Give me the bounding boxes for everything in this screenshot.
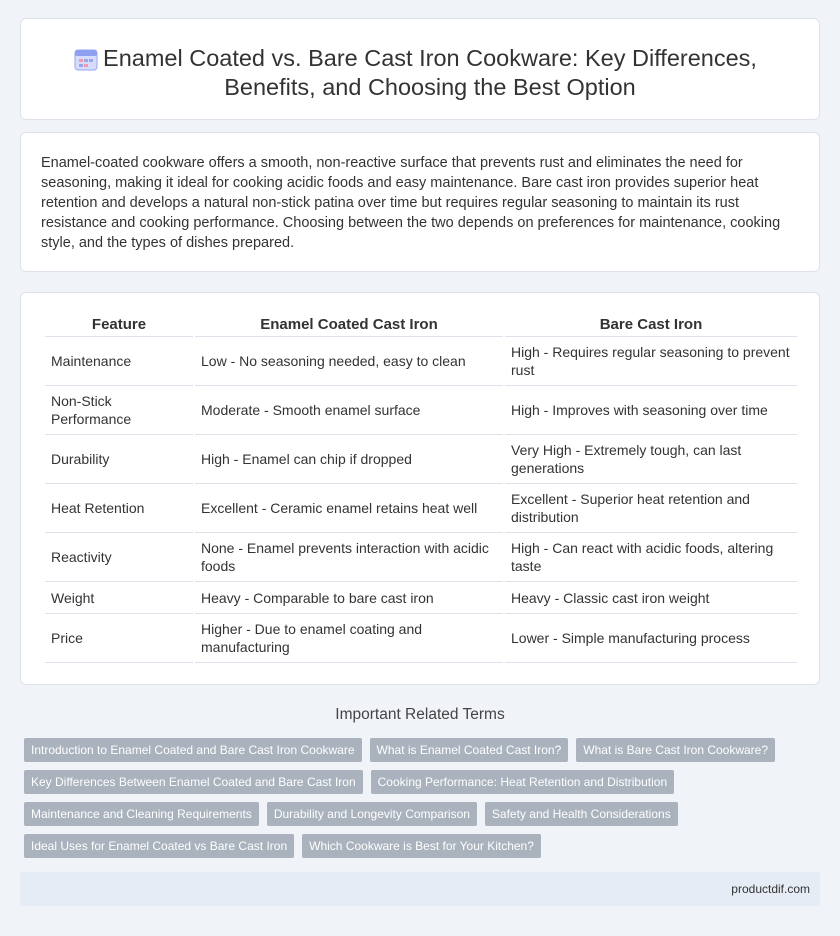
related-terms-list <box>24 738 784 866</box>
table-cell: None - Enamel prevents interaction with acidic foods <box>195 533 503 582</box>
table-cell: Excellent - Ceramic enamel retains heat well <box>195 484 503 533</box>
column-header-enamel: Enamel Coated Cast Iron <box>195 311 503 337</box>
table-header-row <box>45 311 797 337</box>
intro-card <box>20 132 820 272</box>
footer-site-link[interactable]: productdif.com <box>731 882 810 896</box>
table-cell: Heat Retention <box>45 484 193 533</box>
related-term-link[interactable]: Introduction to Enamel Coated and Bare Cast Iron Cookware <box>24 738 362 762</box>
related-term-link[interactable]: Ideal Uses for Enamel Coated vs Bare Cast Iron <box>24 834 294 858</box>
table-cell: Excellent - Superior heat retention and distribution <box>505 484 797 533</box>
table-cell: Very High - Extremely tough, can last generations <box>505 435 797 484</box>
comparison-card <box>20 292 820 685</box>
table-row <box>45 582 797 614</box>
page-title: Enamel Coated vs. Bare Cast Iron Cookware: Key Differences, Benefits, and Choosing the Best Option <box>103 45 757 100</box>
table-row <box>45 435 797 484</box>
table-cell: High - Improves with seasoning over time <box>505 386 797 435</box>
table-cell: Price <box>45 614 193 663</box>
table-cell: Lower - Simple manufacturing process <box>505 614 797 663</box>
table-row <box>45 337 797 386</box>
table-cell: Durability <box>45 435 193 484</box>
related-term-link[interactable]: Maintenance and Cleaning Requirements <box>24 802 259 826</box>
table-row <box>45 386 797 435</box>
related-term-link[interactable]: Which Cookware is Best for Your Kitchen? <box>302 834 541 858</box>
comparison-table <box>43 311 799 663</box>
related-term-link[interactable]: Cooking Performance: Heat Retention and Distribution <box>371 770 675 794</box>
table-row <box>45 614 797 663</box>
related-term-link[interactable]: What is Enamel Coated Cast Iron? <box>370 738 569 762</box>
table-row <box>45 484 797 533</box>
related-term-link[interactable]: What is Bare Cast Iron Cookware? <box>576 738 775 762</box>
table-cell: Weight <box>45 582 193 614</box>
table-cell: High - Can react with acidic foods, altering taste <box>505 533 797 582</box>
related-term-link[interactable]: Key Differences Between Enamel Coated and Bare Cast Iron <box>24 770 363 794</box>
table-cell: Non-Stick Performance <box>45 386 193 435</box>
related-term-link[interactable]: Safety and Health Considerations <box>485 802 678 826</box>
table-cell: Low - No seasoning needed, easy to clean <box>195 337 503 386</box>
related-terms-title: Important Related Terms <box>335 706 505 723</box>
table-cell: Heavy - Comparable to bare cast iron <box>195 582 503 614</box>
footer <box>20 872 820 906</box>
related-term-link[interactable]: Durability and Longevity Comparison <box>267 802 477 826</box>
column-header-feature: Feature <box>45 311 193 337</box>
table-cell: Heavy - Classic cast iron weight <box>505 582 797 614</box>
table-row <box>45 533 797 582</box>
table-cell: Maintenance <box>45 337 193 386</box>
table-cell: Moderate - Smooth enamel surface <box>195 386 503 435</box>
table-cell: High - Requires regular seasoning to prevent rust <box>505 337 797 386</box>
header-card <box>20 18 820 120</box>
intro-paragraph: Enamel-coated cookware offers a smooth, non-reactive surface that prevents rust and eliminates the need for seasoning, making it ideal for cooking acidic foods and easy maintenance. Bare cast iron provides superior heat retention and develops a natural non-stick patina over time but requires regular seasoning to maintain its rust resistance and cooking performance. Choosing between the two depends on preferences for maintenance, cooking style, and the types of dishes prepared. <box>41 155 781 251</box>
table-cell: High - Enamel can chip if dropped <box>195 435 503 484</box>
column-header-bare: Bare Cast Iron <box>505 311 797 337</box>
table-cell: Reactivity <box>45 533 193 582</box>
table-cell: Higher - Due to enamel coating and manufacturing <box>195 614 503 663</box>
